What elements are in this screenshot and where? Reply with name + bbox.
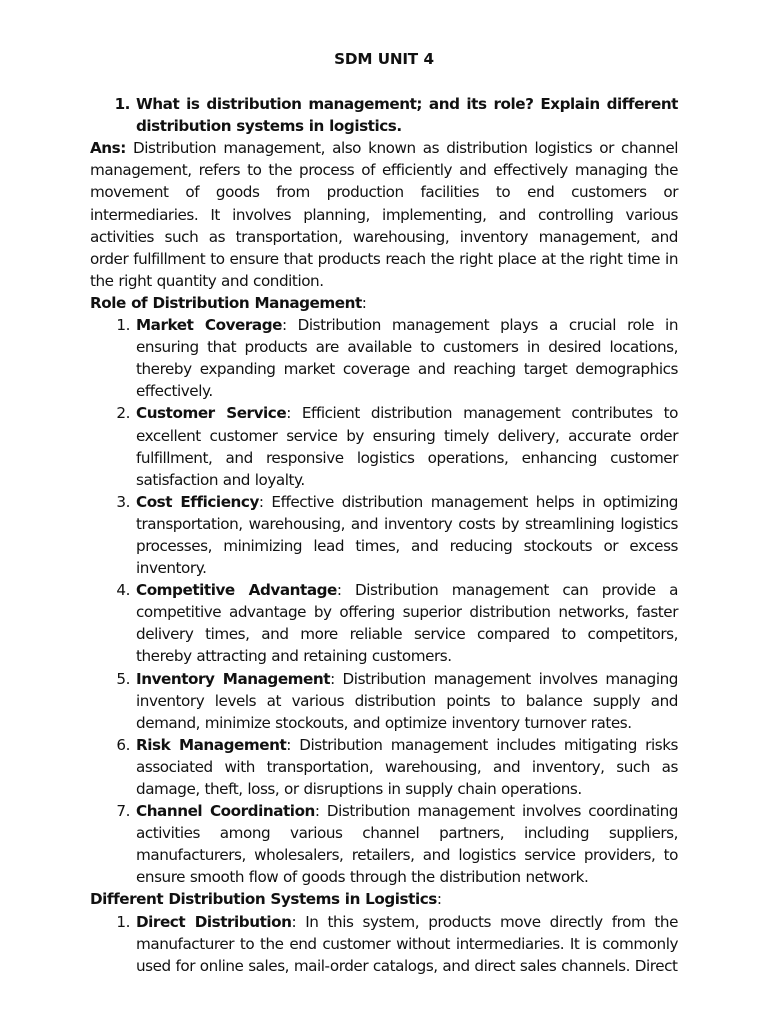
- document-title: SDM UNIT 4: [334, 50, 434, 68]
- question-number: 1.: [114, 95, 130, 114]
- list-item-term: Direct Distribution: [136, 912, 292, 931]
- list-item-text: : Distribution management includes mitigating risks associated with transportation, warehousing, and inventory, such as damage, theft, loss, or disruptions in supply chain operations.: [136, 735, 678, 798]
- list-number: 5.: [116, 669, 130, 688]
- answer-text: Distribution management, also known as distribution logistics or channel management, refers to the process of efficiently and effectively managing the movement of goods from production facilities to end customers or intermediaries. It involves planning, implementing, and controlling various activities such as transportation, warehousing, inventory management, and order fulfillment to ensure that products reach the right place at the right time in the right quantity and condition.: [90, 139, 678, 290]
- role-heading-suffix: :: [361, 293, 367, 312]
- role-heading-text: Role of Distribution Management: [90, 293, 362, 312]
- list-item-term: Channel Coordination: [136, 802, 315, 821]
- list-number: 2.: [116, 404, 130, 423]
- list-item-term: Risk Management: [136, 735, 287, 754]
- list-item-term: Inventory Management: [136, 669, 331, 688]
- list-item-text: : Distribution management can provide a competitive advantage by offering superior distribution networks, faster delivery times, and more reliable service compared to competitors, thereby attracting and retaining customers.: [136, 581, 679, 666]
- list-item: [90, 800, 678, 888]
- list-item-body: [136, 314, 678, 402]
- answer-label: Ans:: [90, 139, 126, 158]
- list-item-text: : In this system, products move directly from the manufacturer to the end customer without intermediaries. It is commonly used for online sales, mail-order catalogs, and direct sales channels. Direct: [136, 912, 678, 975]
- list-item-term: Customer Service: [136, 404, 287, 423]
- list-item: [90, 668, 678, 734]
- list-item: [90, 734, 678, 800]
- answer-paragraph: [90, 137, 678, 292]
- role-list: [90, 314, 678, 888]
- list-item-body: [136, 911, 678, 977]
- list-item-body: [136, 402, 678, 490]
- list-item-text: : Distribution management involves managing inventory levels at various distribution points to balance supply and demand, minimize stockouts, and optimize inventory turnover rates.: [136, 669, 678, 732]
- question-1: [90, 93, 678, 137]
- list-number: 4.: [116, 581, 130, 600]
- list-item-term: Market Coverage: [136, 316, 282, 335]
- list-number: 1.: [116, 912, 130, 931]
- list-number: 7.: [116, 802, 130, 821]
- list-item-text: : Distribution management plays a crucial role in ensuring that products are available to customers in desired locations, thereby expanding market coverage and reaching target demographics effectively.: [136, 316, 678, 401]
- list-item-term: Cost Efficiency: [136, 492, 259, 511]
- role-heading: [90, 292, 678, 314]
- question-text: What is distribution management; and its role? Explain different distribution systems in logistics.: [136, 95, 678, 136]
- list-number: 6.: [116, 735, 130, 754]
- list-item-text: : Distribution management involves coordinating activities among various channel partners, including suppliers, manufacturers, wholesalers, retailers, and logistics service providers, to ensure smooth flow of goods through the distribution network.: [136, 802, 678, 887]
- list-item-text: : Effective distribution management helps in optimizing transportation, warehousing, and inventory costs by streamlining logistics processes, minimizing lead times, and reducing stockouts or excess inventory.: [136, 492, 678, 578]
- list-item-text: : Efficient distribution management contributes to excellent customer service by ensuring timely delivery, accurate order fulfillment, and responsive logistics operations, enhancing customer satisfaction and loyalty.: [136, 404, 678, 489]
- systems-heading-text: Different Distribution Systems in Logistics: [90, 890, 437, 909]
- systems-list: [90, 911, 678, 977]
- list-number: 3.: [116, 492, 130, 511]
- list-item-term: Competitive Advantage: [136, 581, 337, 600]
- list-item: [90, 491, 678, 579]
- list-item-body: [136, 800, 678, 888]
- list-item: [90, 402, 678, 490]
- list-item-body: [136, 491, 678, 579]
- list-number: 1.: [116, 316, 130, 335]
- list-item: [90, 911, 678, 977]
- list-item-body: [136, 734, 678, 800]
- list-item: [90, 314, 678, 402]
- systems-heading-suffix: :: [436, 890, 442, 909]
- systems-heading: [90, 888, 678, 910]
- list-item: [90, 579, 678, 667]
- list-item-body: [136, 579, 678, 667]
- list-item-body: [136, 668, 678, 734]
